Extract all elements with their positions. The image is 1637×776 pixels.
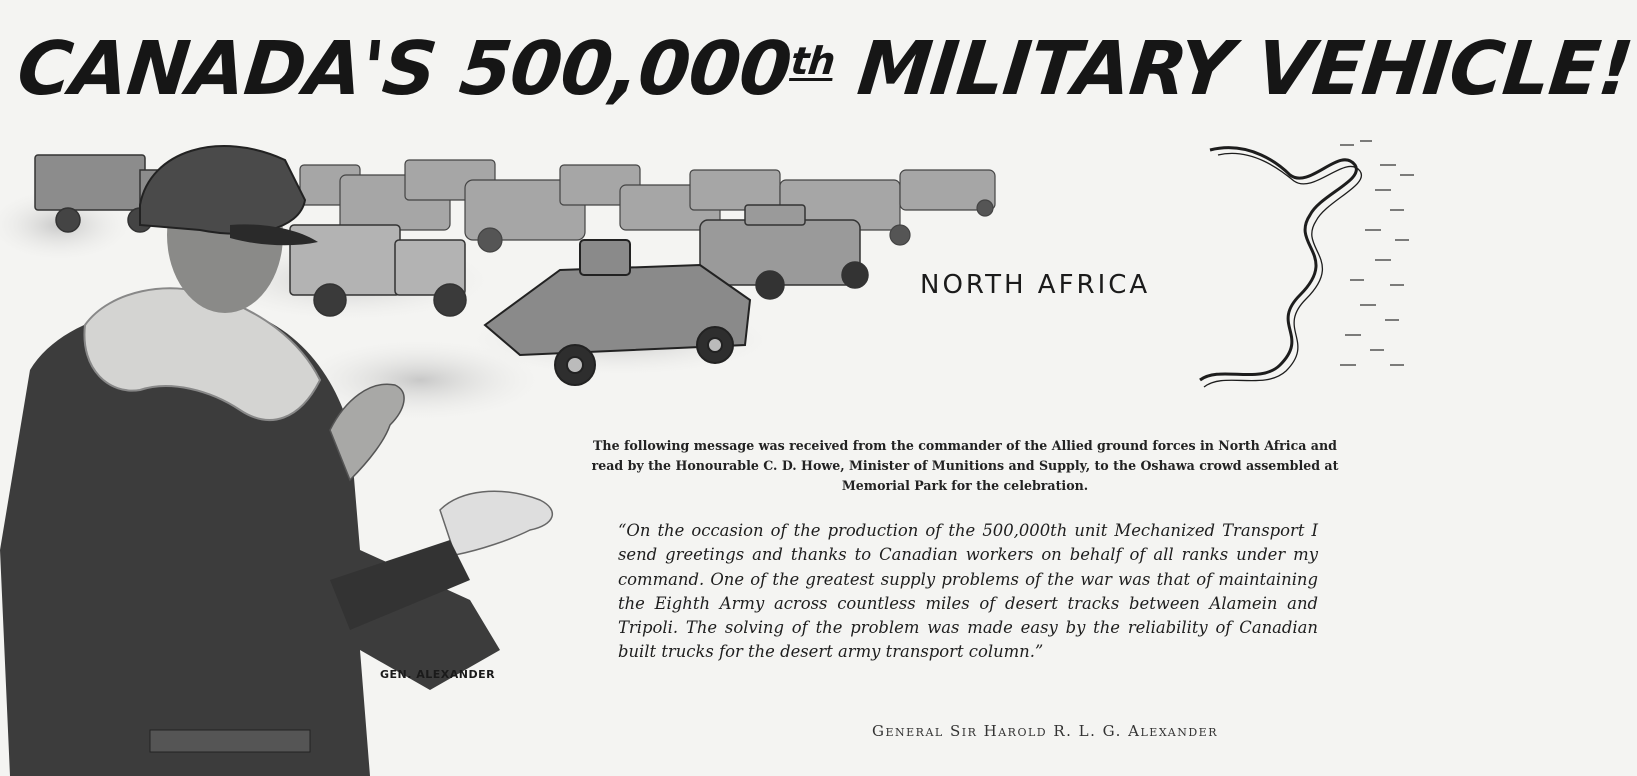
quote-paragraph: “On the occasion of the production of the 500,000th unit Mechanized Transport I send greetings and thanks to Canadian workers on behalf of all ranks under my command. One of the greatest supply problems of the war was that of maintaining the Eighth Army across countless miles of desert tracks between Alamein and Tripoli. The solving of the problem was made easy by the reliability of Canadian built trucks for the desert army transport column.” — [618, 521, 1318, 662]
signature: General Sir Harold R. L. G. Alexander — [872, 722, 1218, 740]
headline-suffix: th — [788, 39, 837, 83]
headline-rest: MILITARY VEHICLE! — [828, 26, 1637, 112]
intro-paragraph: The following message was received from the commander of the Allied ground forces in North Africa and read by the Honourable C. D. Howe, Minister of Munitions and Supply, to the Oshawa crowd assembled at Memorial Park for the celebration. — [591, 438, 1339, 493]
coastline-map-illustration — [1190, 135, 1430, 405]
region-label: NORTH AFRICA — [920, 270, 1151, 300]
headline-main: CANADA'S 500,000 — [13, 26, 795, 112]
photo-caption: GEN. ALEXANDER — [380, 668, 496, 681]
headline — [12, 14, 1637, 124]
